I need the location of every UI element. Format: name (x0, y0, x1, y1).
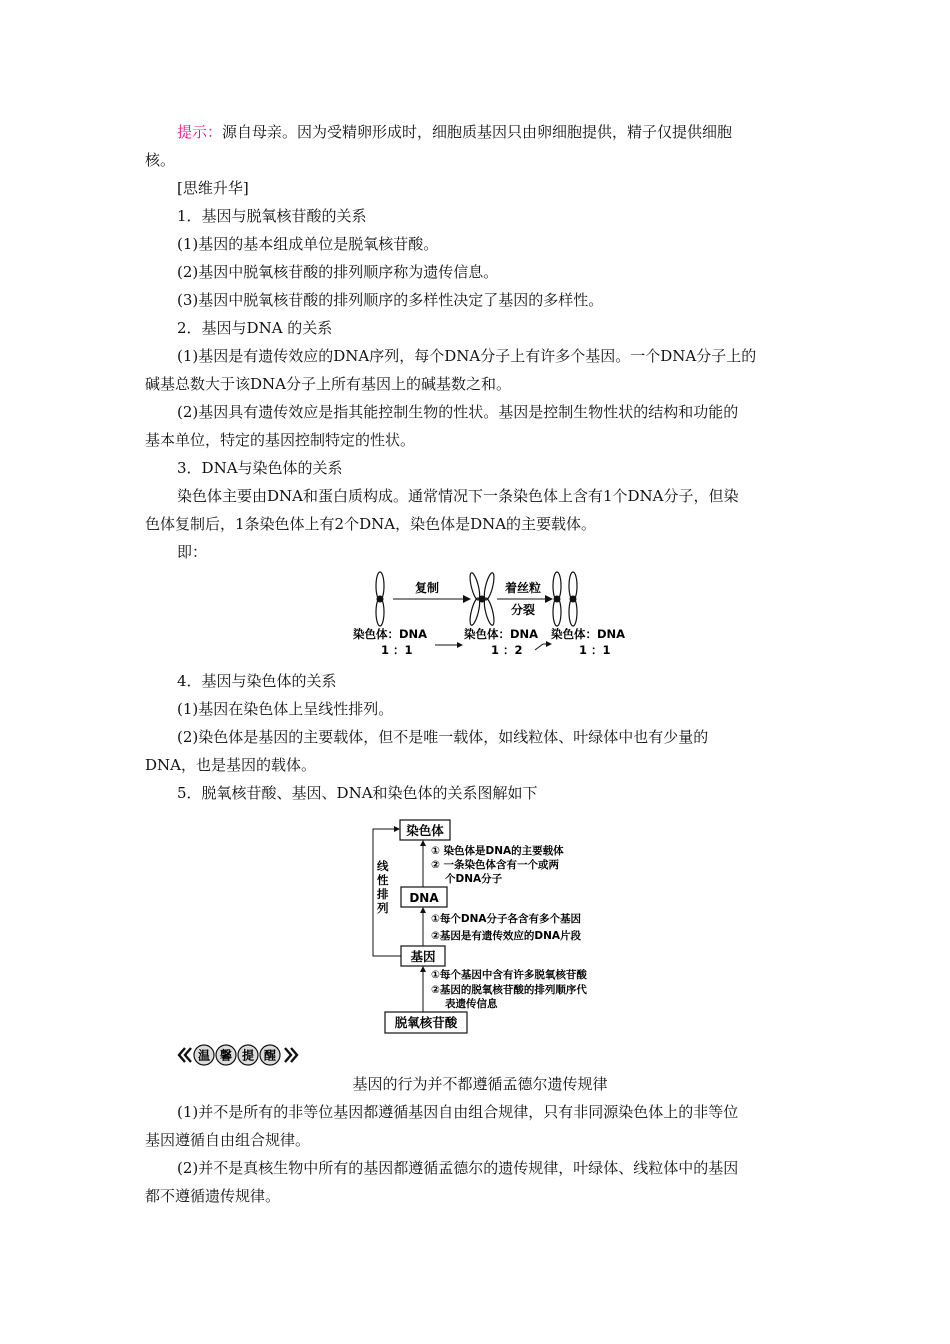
para-4-2b: DNA，也是基因的载体。 (145, 756, 316, 774)
ratio-label-2: 染色体：DNA (464, 627, 539, 641)
hint-text-cont: 核。 (145, 151, 176, 169)
reminder-1a: (1)并不是所有的非等位基因都遵循基因自由组合规律，只有非同源染色体上的非等位 (177, 1103, 739, 1121)
chromosome-split-right-icon (569, 572, 577, 626)
division-label: 分裂 (511, 603, 536, 617)
box-nucleotide: 脱氧核苷酸 (394, 1015, 458, 1030)
para-1-1: (1)基因的基本组成单位是脱氧核苷酸。 (177, 235, 439, 253)
para-4-2a: (2)染色体是基因的主要载体，但不是唯一载体，如线粒体、叶绿体中也有少量的 (177, 728, 709, 746)
note-3c: 表遗传信息 (445, 998, 498, 1010)
ratio-3: 1 ：1 (579, 643, 611, 657)
note-3b: ②基因的脱氧核苷酸的排列顺序代 (431, 984, 587, 996)
para-1-2: (2)基因中脱氧核苷酸的排列顺序称为遗传信息。 (177, 263, 499, 281)
side-label-3: 排 (377, 887, 389, 901)
chromosome-replicated-icon (468, 572, 496, 626)
box-dna: DNA (409, 891, 439, 905)
badge-char-4: 醒 (263, 1048, 277, 1063)
heading-1: 1．基因与脱氧核苷酸的关系 (177, 207, 367, 225)
ratio-label-1: 染色体：DNA (353, 627, 428, 641)
relationship-figure (365, 815, 625, 1037)
badge-char-2: 馨 (219, 1048, 233, 1063)
para-3a: 染色体主要由DNA和蛋白质构成。通常情况下一条染色体上含有1个DNA分子，但染 (177, 487, 739, 505)
note-2b: ②基因是有遗传效应的DNA片段 (431, 930, 582, 942)
para-1-3: (3)基因中脱氧核苷酸的排列顺序的多样性决定了基因的多样性。 (177, 291, 604, 309)
note-2a: ①每个DNA分子各含有多个基因 (431, 913, 582, 925)
note-1a: ① 染色体是DNA的主要载体 (431, 845, 564, 857)
chromosome-single-icon (376, 572, 384, 626)
badge-char-3: 提 (241, 1048, 255, 1063)
para-3b: 色体复制后，1条染色体上有2个DNA，染色体是DNA的主要载体。 (145, 515, 597, 533)
side-label-2: 性 (377, 873, 389, 887)
double-chevron-right-icon (285, 1048, 297, 1062)
chromosome-dna-figure (345, 570, 645, 662)
hint-text: 源自母亲。因为受精卵形成时，细胞质基因只由卵细胞提供，精子仅提供细胞 (222, 123, 733, 141)
reminder-2b: 都不遵循遗传规律。 (145, 1187, 281, 1205)
double-chevron-left-icon (179, 1048, 191, 1062)
reminder-badge (176, 1043, 304, 1067)
para-3c: 即： (177, 543, 208, 561)
ratio-label-3: 染色体：DNA (551, 627, 626, 641)
replicate-label: 复制 (415, 581, 440, 595)
box-chromosome: 染色体 (406, 823, 444, 838)
reminder-1b: 基因遵循自由组合规律。 (145, 1131, 311, 1149)
ratio-2: 1 ：2 (491, 643, 523, 657)
heading-2: 2．基因与DNA 的关系 (177, 319, 333, 337)
para-2-2b: 基本单位，特定的基因控制特定的性状。 (145, 431, 416, 449)
box-gene: 基因 (410, 949, 436, 964)
para-2-2a: (2)基因具有遗传效应是指其能控制生物的性状。基因是控制生物性状的结构和功能的 (177, 403, 739, 421)
heading-5: 5．脱氧核苷酸、基因、DNA和染色体的关系图解如下 (177, 784, 538, 802)
reminder-title: 基因的行为并不都遵循孟德尔遗传规律 (352, 1075, 608, 1093)
side-label-4: 列 (377, 901, 389, 915)
para-2-1a: (1)基因是有遗传效应的DNA序列，每个DNA分子上有许多个基因。一个DNA分子上的 (177, 347, 757, 365)
hint-label: 提示： (177, 123, 223, 141)
centromere-label: 着丝粒 (505, 581, 542, 595)
note-1c: 个DNA分子 (445, 873, 503, 885)
hint-line (177, 118, 847, 146)
para-2-1b: 碱基总数大于该DNA分子上所有基因上的碱基数之和。 (145, 375, 511, 393)
badge-char-1: 温 (197, 1048, 211, 1063)
section-title: [思维升华] (177, 179, 249, 197)
heading-4: 4．基因与染色体的关系 (177, 672, 337, 690)
note-1b: ② 一条染色体含有一个或两 (431, 859, 560, 871)
heading-3: 3．DNA与染色体的关系 (177, 459, 343, 477)
para-4-1: (1)基因在染色体上呈线性排列。 (177, 700, 394, 718)
chromosome-split-left-icon (553, 572, 561, 626)
note-3a: ①每个基因中含有许多脱氧核苷酸 (431, 969, 587, 981)
ratio-1: 1 ：1 (381, 643, 413, 657)
reminder-2a: (2)并不是真核生物中所有的基因都遵循孟德尔的遗传规律，叶绿体、线粒体中的基因 (177, 1159, 739, 1177)
side-label-1: 线 (377, 859, 389, 873)
